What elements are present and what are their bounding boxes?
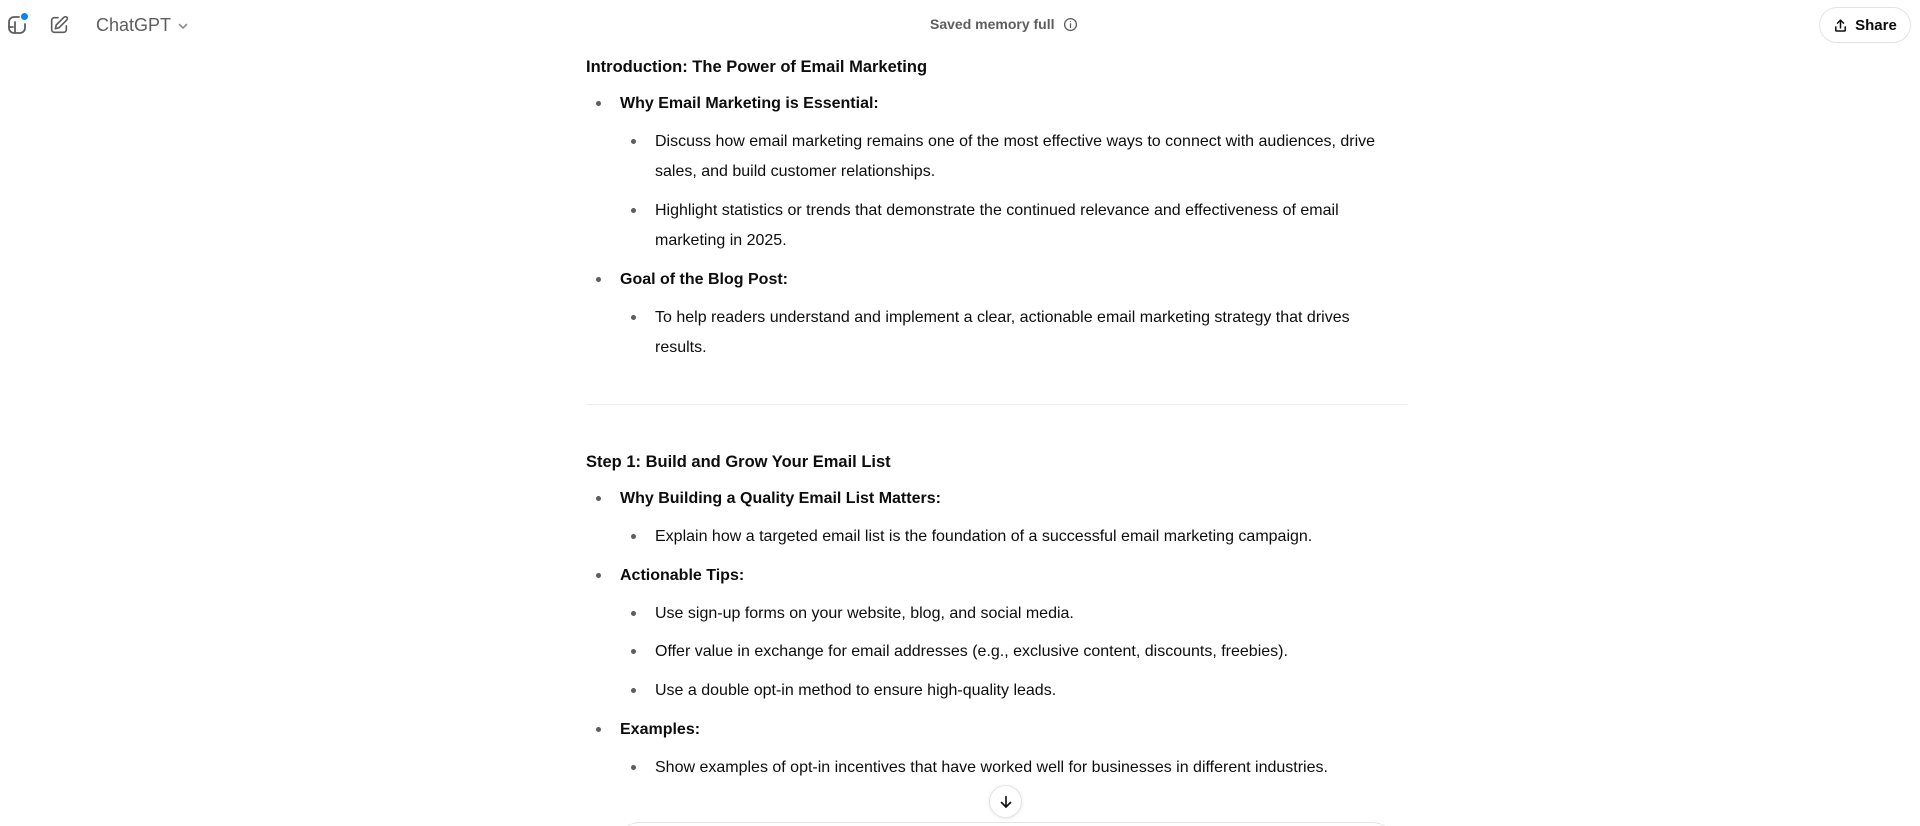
list-item-label: Why Building a Quality Email List Matters: [620, 490, 941, 507]
top-bar [0, 0, 1920, 50]
sub-list-item [655, 753, 1400, 783]
bullet-dot [631, 688, 636, 693]
list-item [620, 715, 1400, 745]
memory-status [930, 16, 1078, 32]
sub-list-item [655, 637, 1400, 667]
sub-list-item [655, 676, 1400, 706]
bullet-dot [631, 649, 636, 654]
info-button[interactable] [1063, 17, 1078, 32]
bullet-dot [596, 573, 601, 578]
bullet-dot [631, 315, 636, 320]
bullet-dot [596, 727, 601, 732]
share-button[interactable] [1819, 7, 1911, 43]
bullet-dot [631, 534, 636, 539]
sub-list-item-text: Offer value in exchange for email addresses (e.g., exclusive content, discounts, freebies). [655, 643, 1288, 660]
bullet-dot [596, 277, 601, 282]
sub-list-item-text: Discuss how email marketing remains one of the most effective ways to connect with audiences, drive sales, and build customer relationships. [655, 133, 1376, 180]
sub-list-item-text: Use sign-up forms on your website, blog, and social media. [655, 605, 1074, 622]
composer-top-edge [616, 822, 1396, 826]
sub-list-item-text: Highlight statistics or trends that demonstrate the continued relevance and effectiveness of email marketing in 2025. [655, 202, 1339, 249]
model-label: ChatGPT [96, 14, 172, 35]
sub-list-item [655, 196, 1400, 256]
sub-list-item [655, 127, 1400, 187]
new-chat-button[interactable] [46, 12, 72, 38]
sub-list-item-text: Explain how a targeted email list is the foundation of a successful email marketing campaign. [655, 528, 1313, 545]
share-icon [1833, 18, 1848, 33]
arrow-down-icon [998, 794, 1014, 810]
bullet-dot [631, 208, 636, 213]
list-item-label: Examples: [620, 721, 701, 738]
list-item [620, 89, 1400, 119]
section-heading-intro: Introduction: The Power of Email Marketing [586, 58, 928, 76]
list-item [620, 561, 1400, 591]
sub-list-item-text: Use a double opt-in method to ensure high-quality leads. [655, 682, 1057, 699]
list-item-label: Why Email Marketing is Essential: [620, 95, 879, 112]
info-icon [1063, 17, 1078, 32]
bullet-dot [631, 611, 636, 616]
header-left-group [4, 12, 189, 38]
bullet-dot [631, 139, 636, 144]
sub-list-item [655, 522, 1400, 552]
sub-list-item [655, 599, 1400, 629]
scroll-to-bottom-button[interactable] [989, 785, 1022, 818]
memory-status-label: Saved memory full [930, 16, 1055, 32]
chevron-down-icon [177, 20, 189, 32]
sidebar-toggle-button[interactable] [4, 12, 30, 38]
bullet-dot [631, 765, 636, 770]
list-item-label: Goal of the Blog Post: [620, 271, 788, 288]
list-item-label: Actionable Tips: [620, 567, 745, 584]
bullet-dot [596, 496, 601, 501]
section-divider [586, 404, 1408, 405]
model-selector[interactable] [96, 15, 189, 36]
sub-list-item-text: Show examples of opt-in incentives that have worked well for businesses in different industries. [655, 759, 1328, 776]
notification-dot [21, 13, 28, 20]
list-item [620, 484, 1400, 514]
sub-list-item-text: To help readers understand and implement a clear, actionable email marketing strategy that drives results. [655, 309, 1350, 356]
bullet-dot [596, 101, 601, 106]
share-label: Share [1855, 16, 1897, 34]
list-item [620, 265, 1400, 295]
new-chat-icon [48, 14, 70, 36]
sub-list-item [655, 303, 1400, 363]
section-heading-step1: Step 1: Build and Grow Your Email List [586, 453, 891, 471]
